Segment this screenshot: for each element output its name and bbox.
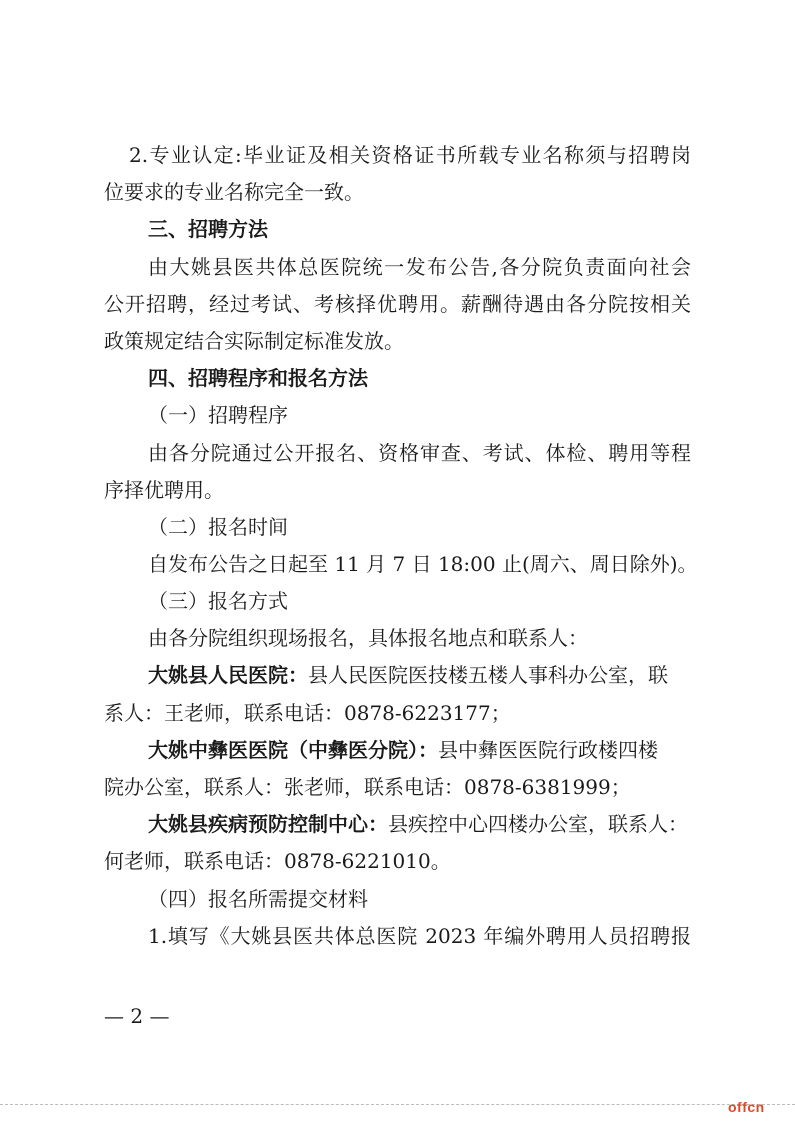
text: 自发布公告之日起至 11 月 7 日 18:00 止(周六、周日除外)。 (148, 552, 698, 576)
text: 1.填写《大姚县医共体总医院 2023 年编外聘用人员招聘报 (148, 924, 691, 948)
text: 2.专业认定:毕业证及相关资格证书所载专业名称须与招聘岗 (129, 143, 691, 167)
contact-address: 县人民医院医技楼五楼人事科办公室，联 (308, 663, 668, 687)
contact-org-name: 大姚县人民医院： (148, 663, 308, 687)
subsection-heading: （三）报名方式 (148, 589, 288, 613)
watermark-text: offcn (728, 1099, 765, 1115)
subsection-heading: （四）报名所需提交材料 (148, 887, 368, 911)
scan-edge-divider (0, 1104, 795, 1105)
section-heading: 三、招聘方法 (148, 217, 268, 241)
paragraph-line (148, 254, 691, 280)
page-number: — 2 — (104, 1004, 170, 1028)
contact-address: 县中彝医医院行政楼四楼 (438, 738, 658, 762)
subsection-heading: （二）报名时间 (148, 515, 288, 539)
paragraph-line: 位要求的专业名称完全一致。 (104, 180, 364, 204)
paragraph-line (148, 551, 698, 577)
contact-line (148, 737, 658, 763)
paragraph-line: 由各分院组织现场报名，具体报名地点和联系人： (148, 626, 588, 650)
contact-line (148, 811, 688, 837)
contact-line: 系人：王老师，联系电话：0878-6223177； (104, 701, 511, 725)
paragraph-line (104, 291, 691, 317)
contact-line: 何老师，联系电话：0878-6221010。 (104, 849, 451, 873)
paragraph-line: 政策规定结合实际制定标准发放。 (104, 329, 404, 353)
contact-line (148, 662, 668, 688)
section-heading: 四、招聘程序和报名方法 (148, 366, 368, 390)
paragraph-line: 序择优聘用。 (104, 478, 224, 502)
contact-address: 县疾控中心四楼办公室，联系人： (388, 812, 688, 836)
paragraph-line (148, 923, 691, 949)
text: 公开招聘，经过考试、考核择优聘用。薪酬待遇由各分院按相关 (104, 292, 691, 316)
offcn-watermark-logo (728, 1099, 765, 1115)
contact-org-name: 大姚中彝医医院（中彝医分院）： (148, 738, 438, 762)
subsection-heading: （一）招聘程序 (148, 403, 288, 427)
text: 由各分院通过公开报名、资格审查、考试、体检、聘用等程 (148, 441, 691, 465)
contact-line: 院办公室，联系人：张老师，联系电话：0878-6381999； (104, 775, 631, 799)
paragraph-line (148, 440, 691, 466)
text: 由大姚县医共体总医院统一发布公告,各分院负责面向社会 (148, 255, 691, 279)
paragraph-line (129, 142, 691, 168)
contact-org-name: 大姚县疾病预防控制中心： (148, 812, 388, 836)
